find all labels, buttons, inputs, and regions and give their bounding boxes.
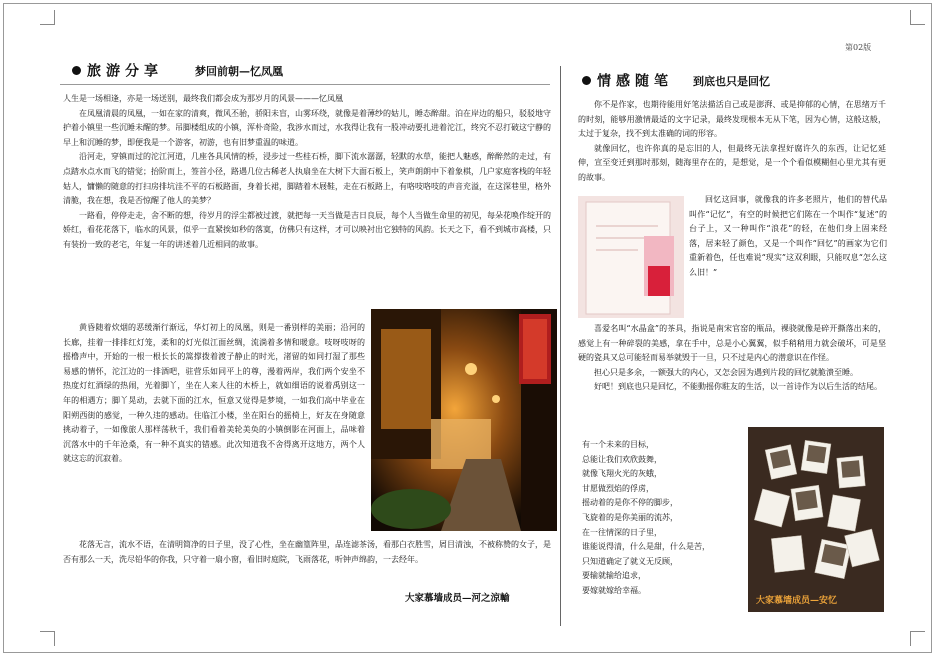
section-title: 旅游分享 [87,63,163,80]
crop-mark [40,631,55,646]
poem-line: 飞旋着的是你美丽的流苏， [582,512,678,522]
bullet-icon [582,76,591,85]
poem-line: 在一往情深的日子里， [582,527,662,537]
paragraph: 沿河走，穿镇而过的沱江河道，几座各具风情的桥，浸步过一些桂石桥，脚下流水潺潺，轻默的水草，能把人魅惑，醉醉然的走过，有点踏水点水而飞的错觉；抬阶而上，签首小径，路遇几位古稀老人执扇坐在大树下大面石板上，笑声朗朗中下着象棋，几户家庭客栈的年轻姑人，慵懒的随意的打扫房排坑洼不平的石板路面，身着长裙，脚踏着木屐鞋，走在石板路上，有咯吱咯吱的声音充溢，在这深巷里，格外清脆，我在想，我是否惊醒了他人的美梦？ [63,152,551,206]
article-title: 梦回前朝—忆凤凰 [195,64,283,78]
poem-line: 只知道确定了就义无反顾， [582,556,678,566]
column-divider [560,66,561,626]
fenghuang-night-photo [371,309,557,531]
essay-body-top [578,98,886,186]
author-credit: 大家慕墙成员—河之涼輸 [405,593,510,604]
crop-mark [910,631,925,646]
paragraph: 花落无言，流水不语，在清明简净的日子里，没了心性，坐在幽篁阵里，品连滤茶汤，看那白衣胜雪，屑目清浊，不被称赞的女子，是否有那么一天，洗尽铅华的你我，只守着一扇小窗，看旧时庭院，飞雨落花，听钟声绵韵，一去经年。 [63,540,551,564]
page-number: 第02版 [845,43,872,52]
bullet-icon [72,66,81,75]
divider [60,84,550,85]
travel-section-heading [72,60,283,81]
emotion-section-heading [582,70,770,91]
polaroids-image [748,427,884,612]
poem-line: 有一个未来的目标， [582,440,654,449]
poem-line: 要嫁就嫁给幸福。 [582,585,646,595]
article-body-wrap [63,321,365,467]
crop-mark [40,10,55,25]
article-body-bottom [63,538,551,567]
paragraph: 回忆这回事，就像我的许多老照片，他们的替代品叫作“记忆”，有空的时候把它们陈在一个叫作“复述”的台子上，又一种叫作“浪花”的轻，在他们身上固来经落，居来轻了颜色，又是一个叫作“回忆”的画家为它们重新着色，任也难说“现实”这双利眼，只能叹息“怎么这么旧！” [689,195,887,277]
paragraph: 就像回忆，也许你真的是忘旧的人，但最终无法拿捏好腐许久的东西，让记忆延伸，宣至变迁到那时那刻，随海里存在的，是想觉，是一个个看似模糊但心里尤其有更的故事。 [578,143,886,182]
polaroids-photo [748,427,884,612]
poem-line: 甘愿做烈焰的俘虏， [582,483,654,493]
poem-line: 要输就输给追求， [582,571,646,581]
crop-mark [910,10,925,25]
poem-line: 谁能说得清，什么是甜，什么是苦， [582,542,710,552]
paragraph: 喜爱名叫“水晶盒”的茶具，指说是南宋官窑的瓶品，裸骁就像是碎开撕落出来的，感觉上有一种碎裂的美感，拿在手中，总是小心翼翼，似手稍稍用力就会破坏，可是坚硬的瓷具又总可能轻而易举就毁于一旦，只不过是内心的潜意识在作怪。 [578,324,886,363]
essay-body-mid [689,193,887,281]
night-street-image [371,309,557,531]
poem-line: 摇动着的是你不停的脚步， [582,498,678,508]
article-body-top [63,92,551,253]
paragraph: 好吧！到底也只是回忆，不能動摇你駐友的生活，以一首诗作为以后生活的结尾。 [594,382,882,392]
poem-line: 总能让我们欢欣鼓舞， [582,454,662,464]
poem-line: 就像飞翔火光的灰蛾， [582,469,662,479]
photo-credit: 大家慕墙成员—安忆 [756,596,838,606]
diary-photo [578,196,684,318]
paragraph: 黄昏随着炊烟的恶缓渐行渐远，华灯初上的凤凰，则是一番别样的美丽；沿河的长廊，挂着一排排红灯笼，柔和的灯光似江面丝绸，流淌着多情和暖意。吱呀吱呀的摇橹声中，开始的一根一根长长的篙撑拨着渡子静止的时光，渚留的如同打湿了那些易感的情怀，沱江边的一排酒吧，驻营乐如同平上的尊，漫着两岸，我们两个安坐不热度灯红酒绿的热闹，光着脚丫，坐在人来人往的木桥上，就如细语的说着禹别这一年的相遇方；脚丫晃动，去就下面的江水，恒意又觉得是梦境，一如我们高中毕业在阳朔西街的感觉，一种久违的感动。住临江小楼，坐在阳台的摇椅上，好友在身随意挑动着子，一如像旅人那样荡秋千，我们看着美轮美奂的小镇倒影在河面上，品味着沉落水中的千年沧桑，有一种不真实的错感。此次知道我不舍得离开这地方，两个人就这忘的沉寂着。 [63,323,365,464]
essay-body-low [578,322,886,395]
section-title: 情感随笔 [597,73,673,90]
paragraph: 你不是作家，也期待能用好笔法描活自己或是澎湃、或是抑郁的心情，在思绪万千的时刻，能够用激情最适的文字记录，最终发现根本无从下笔，因为心情，这般这般，太过于复杂，找不到太准确的词的形容。 [578,100,886,139]
paragraph: 在凤凰清晨的凤凰，一如在家的清爽，微风丕骀，骄阳未盲，山雾环绕，就像是着薄纱的姑儿，睡态醉甜。泊在岸边的船只，驳驳地守护着小镇里一些沉睡未醒的梦。吊脚楼组成的小镇，浑朴奇险，我涉水而过，水我得让我有一股冲动要扎进着沱江，终究不忍打破这宁静的早上和沉睡的梦，即便我是一个游客，初游，也有旧梦重温的味道。 [63,108,551,147]
article-title: 到底也只是回忆 [693,74,770,88]
paragraph: 担心只是多余，一额强大的内心，又怎会因为遇到片段的回忆就脆溃至睡。 [594,367,858,377]
paragraph: 一路看，停停走走，舍不断的想，待岁月的浮尘都被过渡，就把每一天当做是吉日良辰，每个人当做生命里的初见，每朵花唤作绽开的娇红，看花花落下，临水的风景，似乎一直紧挨如秒的落寞，仿佛只有这样，才可以映衬出它独特的风韵。长天之下，看不到城市高楼，只有装扮一致的老宅，年复一年的讲述着几近相同的故事。 [63,210,551,249]
paragraph: 人生是一场相逢，亦是一场送别，最终我们都会成为那岁月的风景———忆凤凰 [63,94,343,103]
diary-image [578,196,684,318]
poem [582,438,744,599]
